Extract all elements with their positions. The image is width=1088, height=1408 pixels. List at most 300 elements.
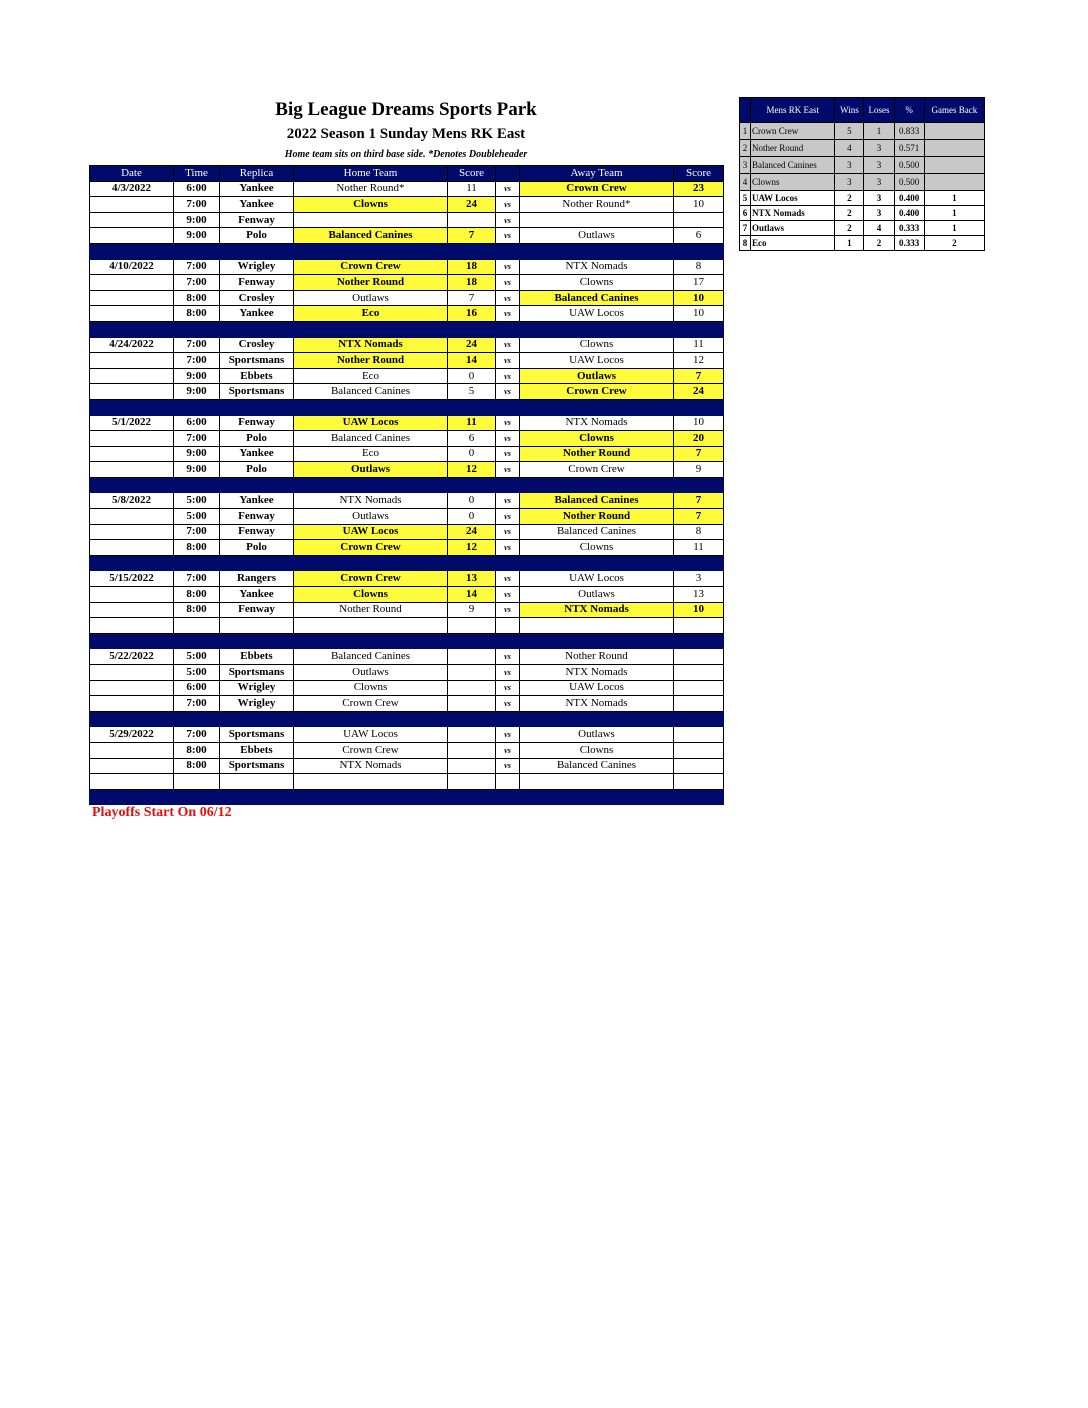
standings-header-wins: Wins — [835, 98, 864, 123]
separator-cell — [90, 243, 174, 259]
game-date: 4/24/2022 — [90, 337, 174, 353]
game-time — [174, 774, 220, 790]
home-team: Balanced Canines — [294, 649, 448, 665]
week-separator — [90, 321, 724, 337]
separator-cell — [520, 399, 674, 415]
game-field: Fenway — [220, 524, 294, 540]
home-team: UAW Locos — [294, 524, 448, 540]
standings-team: Crown Crew — [751, 123, 835, 140]
game-field: Crosley — [220, 290, 294, 306]
separator-cell — [520, 711, 674, 727]
home-score: 11 — [448, 181, 496, 197]
home-team: Nother Round* — [294, 181, 448, 197]
away-team: Clowns — [520, 540, 674, 556]
game-field — [220, 774, 294, 790]
game-time: 6:00 — [174, 181, 220, 197]
standings-games-back — [924, 157, 984, 174]
home-score: 12 — [448, 540, 496, 556]
away-team: Nother Round — [520, 509, 674, 525]
home-score: 11 — [448, 415, 496, 431]
separator-cell — [90, 477, 174, 493]
standings-row — [740, 236, 985, 251]
home-team: Clowns — [294, 197, 448, 213]
separator-cell — [220, 321, 294, 337]
away-score: 24 — [674, 384, 724, 400]
vs-label: vs — [496, 197, 520, 213]
standings-wins: 1 — [835, 236, 864, 251]
game-time: 8:00 — [174, 540, 220, 556]
schedule-header-row — [90, 166, 724, 182]
separator-cell — [496, 633, 520, 649]
game-field: Yankee — [220, 181, 294, 197]
separator-cell — [174, 321, 220, 337]
away-score — [674, 680, 724, 696]
separator-cell — [448, 711, 496, 727]
separator-cell — [496, 243, 520, 259]
game-row — [90, 758, 724, 774]
week-separator — [90, 477, 724, 493]
home-team: Clowns — [294, 680, 448, 696]
vs-label — [496, 618, 520, 634]
vs-label: vs — [496, 727, 520, 743]
separator-cell — [496, 321, 520, 337]
separator-cell — [174, 789, 220, 805]
game-row — [90, 742, 724, 758]
game-date: 4/10/2022 — [90, 259, 174, 275]
away-team: Balanced Canines — [520, 493, 674, 509]
standings-loses: 1 — [864, 123, 894, 140]
column-header-away-score: Score — [674, 166, 724, 182]
home-score — [448, 758, 496, 774]
game-row — [90, 259, 724, 275]
standings-loses: 2 — [864, 236, 894, 251]
game-row — [90, 228, 724, 244]
game-row — [90, 493, 724, 509]
separator-cell — [294, 633, 448, 649]
schedule-note: Home team sits on third base side. *Denotes Doubleheader — [284, 149, 528, 160]
game-time: 7:00 — [174, 524, 220, 540]
separator-cell — [674, 321, 724, 337]
standings-pct: 0.500 — [894, 157, 924, 174]
game-row — [90, 649, 724, 665]
vs-label: vs — [496, 509, 520, 525]
game-date — [90, 212, 174, 228]
home-team — [294, 212, 448, 228]
game-date: 5/29/2022 — [90, 727, 174, 743]
away-score: 6 — [674, 228, 724, 244]
game-row — [90, 727, 724, 743]
vs-label: vs — [496, 212, 520, 228]
game-time: 5:00 — [174, 493, 220, 509]
away-score — [674, 212, 724, 228]
home-score: 24 — [448, 337, 496, 353]
game-field: Fenway — [220, 415, 294, 431]
standings-loses: 3 — [864, 157, 894, 174]
column-header-away-team: Away Team — [520, 166, 674, 182]
standings-loses: 4 — [864, 221, 894, 236]
separator-cell — [496, 555, 520, 571]
vs-label: vs — [496, 649, 520, 665]
home-score: 16 — [448, 306, 496, 322]
separator-cell — [520, 321, 674, 337]
game-field: Polo — [220, 540, 294, 556]
home-team: Crown Crew — [294, 259, 448, 275]
away-score — [674, 727, 724, 743]
game-time: 7:00 — [174, 275, 220, 291]
away-score: 10 — [674, 197, 724, 213]
home-team: Crown Crew — [294, 540, 448, 556]
separator-cell — [496, 399, 520, 415]
away-score: 23 — [674, 181, 724, 197]
standings-wins: 5 — [835, 123, 864, 140]
standings-team: NTX Nomads — [751, 206, 835, 221]
vs-label: vs — [496, 524, 520, 540]
home-team: Eco — [294, 306, 448, 322]
away-score — [674, 774, 724, 790]
standings-header-row — [740, 98, 985, 123]
home-score — [448, 649, 496, 665]
standings-loses: 3 — [864, 191, 894, 206]
vs-label: vs — [496, 446, 520, 462]
standings-row — [740, 123, 985, 140]
game-date: 5/1/2022 — [90, 415, 174, 431]
vs-label: vs — [496, 571, 520, 587]
away-team: Outlaws — [520, 228, 674, 244]
game-date — [90, 353, 174, 369]
separator-cell — [674, 633, 724, 649]
home-score: 18 — [448, 259, 496, 275]
away-team: Balanced Canines — [520, 758, 674, 774]
separator-cell — [674, 711, 724, 727]
home-team: Balanced Canines — [294, 431, 448, 447]
game-date — [90, 680, 174, 696]
home-score — [448, 696, 496, 712]
away-team: Outlaws — [520, 587, 674, 603]
game-date — [90, 384, 174, 400]
page-subtitle: 2022 Season 1 Sunday Mens RK East — [286, 126, 526, 142]
standings-rank: 1 — [740, 123, 751, 140]
standings-games-back — [924, 123, 984, 140]
game-field: Polo — [220, 462, 294, 478]
separator-cell — [90, 789, 174, 805]
standings-wins: 2 — [835, 191, 864, 206]
game-time: 8:00 — [174, 602, 220, 618]
home-team: Outlaws — [294, 290, 448, 306]
standings-rank: 6 — [740, 206, 751, 221]
column-header-time: Time — [174, 166, 220, 182]
separator-cell — [294, 711, 448, 727]
game-row — [90, 275, 724, 291]
standings-header-pct: % — [894, 98, 924, 123]
standings-rank: 7 — [740, 221, 751, 236]
separator-cell — [90, 711, 174, 727]
away-team: UAW Locos — [520, 306, 674, 322]
standings-team: Clowns — [751, 174, 835, 191]
away-score: 12 — [674, 353, 724, 369]
standings-games-back: 1 — [924, 221, 984, 236]
game-field: Wrigley — [220, 696, 294, 712]
separator-cell — [220, 555, 294, 571]
standings-row — [740, 140, 985, 157]
game-time: 8:00 — [174, 587, 220, 603]
home-team — [294, 774, 448, 790]
page-title: Big League Dreams Sports Park — [275, 99, 537, 120]
separator-cell — [448, 555, 496, 571]
separator-cell — [520, 789, 674, 805]
standings-pct: 0.500 — [894, 174, 924, 191]
game-field — [220, 618, 294, 634]
home-team: Nother Round — [294, 602, 448, 618]
away-score — [674, 696, 724, 712]
away-team: UAW Locos — [520, 571, 674, 587]
vs-label: vs — [496, 353, 520, 369]
away-score — [674, 742, 724, 758]
separator-cell — [294, 243, 448, 259]
vs-label: vs — [496, 181, 520, 197]
game-date — [90, 462, 174, 478]
standings-pct: 0.400 — [894, 206, 924, 221]
standings-header-division: Mens RK East — [751, 98, 835, 123]
home-score — [448, 742, 496, 758]
home-team: Crown Crew — [294, 696, 448, 712]
game-time: 8:00 — [174, 290, 220, 306]
separator-cell — [674, 789, 724, 805]
standings-wins: 3 — [835, 174, 864, 191]
away-team: Nother Round — [520, 649, 674, 665]
game-time: 9:00 — [174, 462, 220, 478]
game-date — [90, 368, 174, 384]
game-row — [90, 462, 724, 478]
standings-pct: 0.833 — [894, 123, 924, 140]
vs-label: vs — [496, 680, 520, 696]
home-score — [448, 727, 496, 743]
game-field: Polo — [220, 431, 294, 447]
game-row — [90, 306, 724, 322]
home-team: Clowns — [294, 587, 448, 603]
game-field: Wrigley — [220, 259, 294, 275]
game-date — [90, 197, 174, 213]
week-separator — [90, 711, 724, 727]
home-team: Outlaws — [294, 462, 448, 478]
game-field: Fenway — [220, 509, 294, 525]
game-field: Yankee — [220, 493, 294, 509]
home-score: 13 — [448, 571, 496, 587]
game-row — [90, 618, 724, 634]
separator-cell — [496, 477, 520, 493]
game-field: Yankee — [220, 446, 294, 462]
vs-label: vs — [496, 665, 520, 681]
game-date — [90, 509, 174, 525]
home-score — [448, 680, 496, 696]
away-score: 7 — [674, 446, 724, 462]
home-score: 0 — [448, 446, 496, 462]
standings-games-back — [924, 174, 984, 191]
game-row — [90, 368, 724, 384]
game-row — [90, 446, 724, 462]
home-score: 18 — [448, 275, 496, 291]
away-score: 9 — [674, 462, 724, 478]
game-row — [90, 571, 724, 587]
game-field: Sportsmans — [220, 353, 294, 369]
separator-cell — [90, 321, 174, 337]
standings-row — [740, 221, 985, 236]
standings-header-loses: Loses — [864, 98, 894, 123]
away-team: Outlaws — [520, 368, 674, 384]
column-header-replica: Replica — [220, 166, 294, 182]
game-date: 5/22/2022 — [90, 649, 174, 665]
game-time: 7:00 — [174, 696, 220, 712]
home-team: Nother Round — [294, 353, 448, 369]
game-field: Polo — [220, 228, 294, 244]
standings-pct: 0.400 — [894, 191, 924, 206]
away-team: NTX Nomads — [520, 665, 674, 681]
separator-cell — [294, 399, 448, 415]
separator-cell — [220, 711, 294, 727]
standings-team: Nother Round — [751, 140, 835, 157]
away-team — [520, 618, 674, 634]
week-separator — [90, 399, 724, 415]
away-team: Crown Crew — [520, 181, 674, 197]
away-team: Clowns — [520, 337, 674, 353]
home-team: UAW Locos — [294, 727, 448, 743]
home-score: 14 — [448, 353, 496, 369]
vs-label: vs — [496, 337, 520, 353]
game-time: 6:00 — [174, 415, 220, 431]
home-team — [294, 618, 448, 634]
away-score: 7 — [674, 368, 724, 384]
game-row — [90, 540, 724, 556]
separator-cell — [674, 399, 724, 415]
home-team: NTX Nomads — [294, 758, 448, 774]
standings-rank: 8 — [740, 236, 751, 251]
standings-body — [740, 123, 985, 251]
home-score: 6 — [448, 431, 496, 447]
away-team: Balanced Canines — [520, 290, 674, 306]
game-row — [90, 696, 724, 712]
vs-label: vs — [496, 368, 520, 384]
away-team: Crown Crew — [520, 462, 674, 478]
home-team: NTX Nomads — [294, 493, 448, 509]
game-time: 9:00 — [174, 212, 220, 228]
separator-cell — [174, 243, 220, 259]
separator-cell — [174, 711, 220, 727]
away-score: 17 — [674, 275, 724, 291]
away-score: 13 — [674, 587, 724, 603]
game-date — [90, 524, 174, 540]
game-row — [90, 197, 724, 213]
vs-label — [496, 774, 520, 790]
separator-cell — [448, 789, 496, 805]
column-header-vs — [496, 166, 520, 182]
separator-cell — [520, 477, 674, 493]
standings-team: Outlaws — [751, 221, 835, 236]
week-separator — [90, 633, 724, 649]
vs-label: vs — [496, 384, 520, 400]
standings-team: Eco — [751, 236, 835, 251]
game-field: Sportsmans — [220, 384, 294, 400]
game-date: 5/15/2022 — [90, 571, 174, 587]
home-score: 0 — [448, 509, 496, 525]
away-score — [674, 665, 724, 681]
home-score: 24 — [448, 524, 496, 540]
vs-label: vs — [496, 275, 520, 291]
home-score — [448, 665, 496, 681]
separator-cell — [174, 633, 220, 649]
away-team: NTX Nomads — [520, 696, 674, 712]
game-date — [90, 540, 174, 556]
standings-rank: 4 — [740, 174, 751, 191]
away-score: 7 — [674, 493, 724, 509]
away-score: 7 — [674, 509, 724, 525]
standings-games-back — [924, 140, 984, 157]
game-row — [90, 587, 724, 603]
game-date — [90, 696, 174, 712]
separator-cell — [674, 243, 724, 259]
standings-row — [740, 191, 985, 206]
game-field: Ebbets — [220, 368, 294, 384]
game-time: 8:00 — [174, 758, 220, 774]
game-time: 7:00 — [174, 571, 220, 587]
game-time: 5:00 — [174, 509, 220, 525]
game-row — [90, 680, 724, 696]
standings-pct: 0.333 — [894, 221, 924, 236]
away-team: Clowns — [520, 431, 674, 447]
standings-rank: 5 — [740, 191, 751, 206]
game-time: 7:00 — [174, 259, 220, 275]
separator-cell — [174, 399, 220, 415]
game-field: Yankee — [220, 197, 294, 213]
home-score: 7 — [448, 290, 496, 306]
vs-label: vs — [496, 415, 520, 431]
vs-label: vs — [496, 696, 520, 712]
separator-cell — [90, 555, 174, 571]
week-separator — [90, 243, 724, 259]
home-team: UAW Locos — [294, 415, 448, 431]
separator-cell — [294, 321, 448, 337]
home-score: 0 — [448, 493, 496, 509]
game-time: 7:00 — [174, 337, 220, 353]
vs-label: vs — [496, 493, 520, 509]
vs-label: vs — [496, 306, 520, 322]
game-field: Ebbets — [220, 649, 294, 665]
vs-label: vs — [496, 742, 520, 758]
game-date — [90, 758, 174, 774]
away-score: 11 — [674, 540, 724, 556]
away-team: NTX Nomads — [520, 259, 674, 275]
standings-team: UAW Locos — [751, 191, 835, 206]
standings-games-back: 2 — [924, 236, 984, 251]
game-date — [90, 774, 174, 790]
home-score: 24 — [448, 197, 496, 213]
game-date — [90, 742, 174, 758]
game-field: Fenway — [220, 212, 294, 228]
away-score: 3 — [674, 571, 724, 587]
away-team: NTX Nomads — [520, 602, 674, 618]
away-team: Clowns — [520, 275, 674, 291]
vs-label: vs — [496, 290, 520, 306]
game-date — [90, 290, 174, 306]
away-score — [674, 758, 724, 774]
game-row — [90, 290, 724, 306]
game-row — [90, 353, 724, 369]
away-team: NTX Nomads — [520, 415, 674, 431]
away-team — [520, 212, 674, 228]
separator-cell — [496, 711, 520, 727]
standings-team: Balanced Canines — [751, 157, 835, 174]
week-separator — [90, 789, 724, 805]
home-score: 5 — [448, 384, 496, 400]
home-score: 0 — [448, 368, 496, 384]
